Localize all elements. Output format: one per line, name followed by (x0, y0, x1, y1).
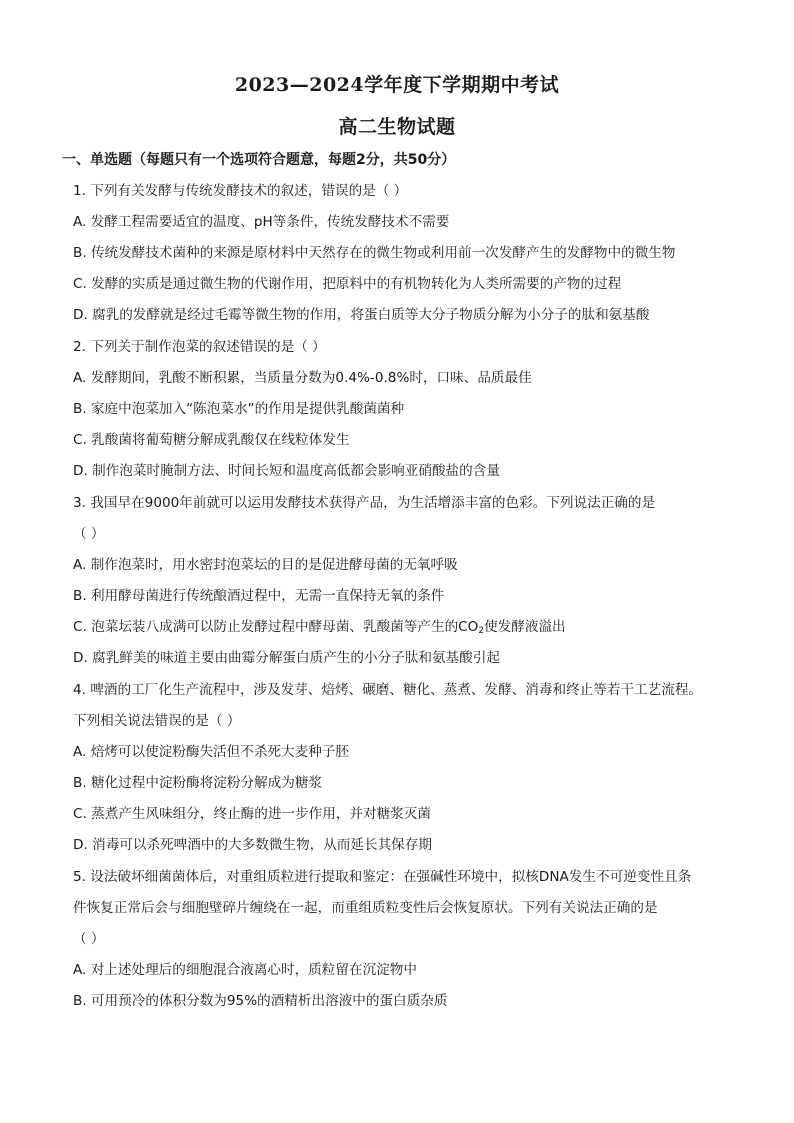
question-1-option-d: D. 腐乳的发酵就是经过毛霉等微生物的作用，将蛋白质等大分子物质分解为小分子的肽和氨基酸 (73, 307, 650, 323)
question-3-option-a: A. 制作泡菜时，用水密封泡菜坛的目的是促进酵母菌的无氧呼吸 (73, 557, 458, 573)
co2-subscript: 2 (478, 626, 485, 636)
question-5-stem-cont: 件恢复正常后会与细胞壁碎片缠绕在一起，而重组质粒变性后会恢复原状。下列有关说法正确的是 (73, 900, 658, 916)
question-5-stem-cont2: （ ） (73, 931, 105, 947)
question-3-option-b: B. 利用酵母菌进行传统酿酒过程中，无需一直保持无氧的条件 (73, 588, 445, 604)
question-3-option-c (73, 617, 734, 641)
exam-title: 2023—2024学年度下学期期中考试 (234, 74, 560, 96)
question-3-option-c-text: C. 泡菜坛装八成满可以防止发酵过程中酵母菌、乳酸菌等产生的CO (73, 619, 479, 635)
question-4-option-c: C. 蒸煮产生风味组分，终止酶的进一步作用，并对糖浆灭菌 (73, 806, 431, 822)
question-1-stem: 1. 下列有关发酵与传统发酵技术的叙述，错误的是（ ） (73, 183, 408, 199)
question-4-option-a: A. 焙烤可以使淀粉酶失活但不杀死大麦种子胚 (73, 744, 349, 760)
question-4-option-d: D. 消毒可以杀死啤酒中的大多数微生物，从而延长其保存期 (73, 837, 432, 853)
question-2-option-a: A. 发酵期间，乳酸不断积累，当质量分数为0.4%-0.8%时，口味、品质最佳 (73, 370, 532, 386)
question-3-option-d: D. 腐乳鲜美的味道主要由曲霉分解蛋白质产生的小分子肽和氨基酸引起 (73, 650, 500, 666)
question-5-option-a: A. 对上述处理后的细胞混合液离心时，质粒留在沉淀物中 (73, 962, 417, 978)
question-4-stem-cont: 下列相关说法错误的是（ ） (73, 713, 241, 729)
question-2-option-c: C. 乳酸菌将葡萄糖分解成乳酸仅在线粒体发生 (73, 432, 350, 448)
question-2-option-d: D. 制作泡菜时腌制方法、时间长短和温度高低都会影响亚硝酸盐的含量 (73, 463, 500, 479)
question-3-option-c-tail: 使发酵液溢出 (484, 619, 566, 635)
question-3-stem-cont: （ ） (73, 526, 105, 542)
question-1-option-c: C. 发酵的实质是通过微生物的代谢作用，把原料中的有机物转化为人类所需要的产物的过程 (73, 276, 622, 292)
question-1-option-a: A. 发酵工程需要适宜的温度、pH等条件，传统发酵技术不需要 (73, 214, 450, 230)
section-heading: 一、单选题（每题只有一个选项符合题意，每题2分，共50分） (62, 152, 456, 168)
question-1-option-b: B. 传统发酵技术菌种的来源是原材料中天然存在的微生物或利用前一次发酵产生的发酵物中的微生物 (73, 245, 676, 261)
question-4-option-b: B. 糖化过程中淀粉酶将淀粉分解成为糖浆 (73, 775, 323, 791)
question-5-stem: 5. 设法破坏细菌菌体后，对重组质粒进行提取和鉴定：在强碱性环境中，拟核DNA发生不可逆变性且条 (73, 869, 692, 885)
exam-subtitle: 高二生物试题 (338, 116, 456, 138)
question-2-stem: 2. 下列关于制作泡菜的叙述错误的是（ ） (73, 339, 326, 355)
question-3-stem: 3. 我国早在9000年前就可以运用发酵技术获得产品，为生活增添丰富的色彩。下列说法正确的是 (73, 495, 656, 511)
question-4-stem: 4. 啤酒的工厂化生产流程中，涉及发芽、焙烤、碾磨、糖化、蒸煮、发酵、消毒和终止等若干工艺流程。 (73, 682, 703, 698)
question-2-option-b: B. 家庭中泡菜加入“陈泡菜水”的作用是提供乳酸菌菌种 (73, 401, 405, 417)
question-5-option-b: B. 可用预冷的体积分数为95%的酒精析出溶液中的蛋白质杂质 (73, 993, 448, 1009)
